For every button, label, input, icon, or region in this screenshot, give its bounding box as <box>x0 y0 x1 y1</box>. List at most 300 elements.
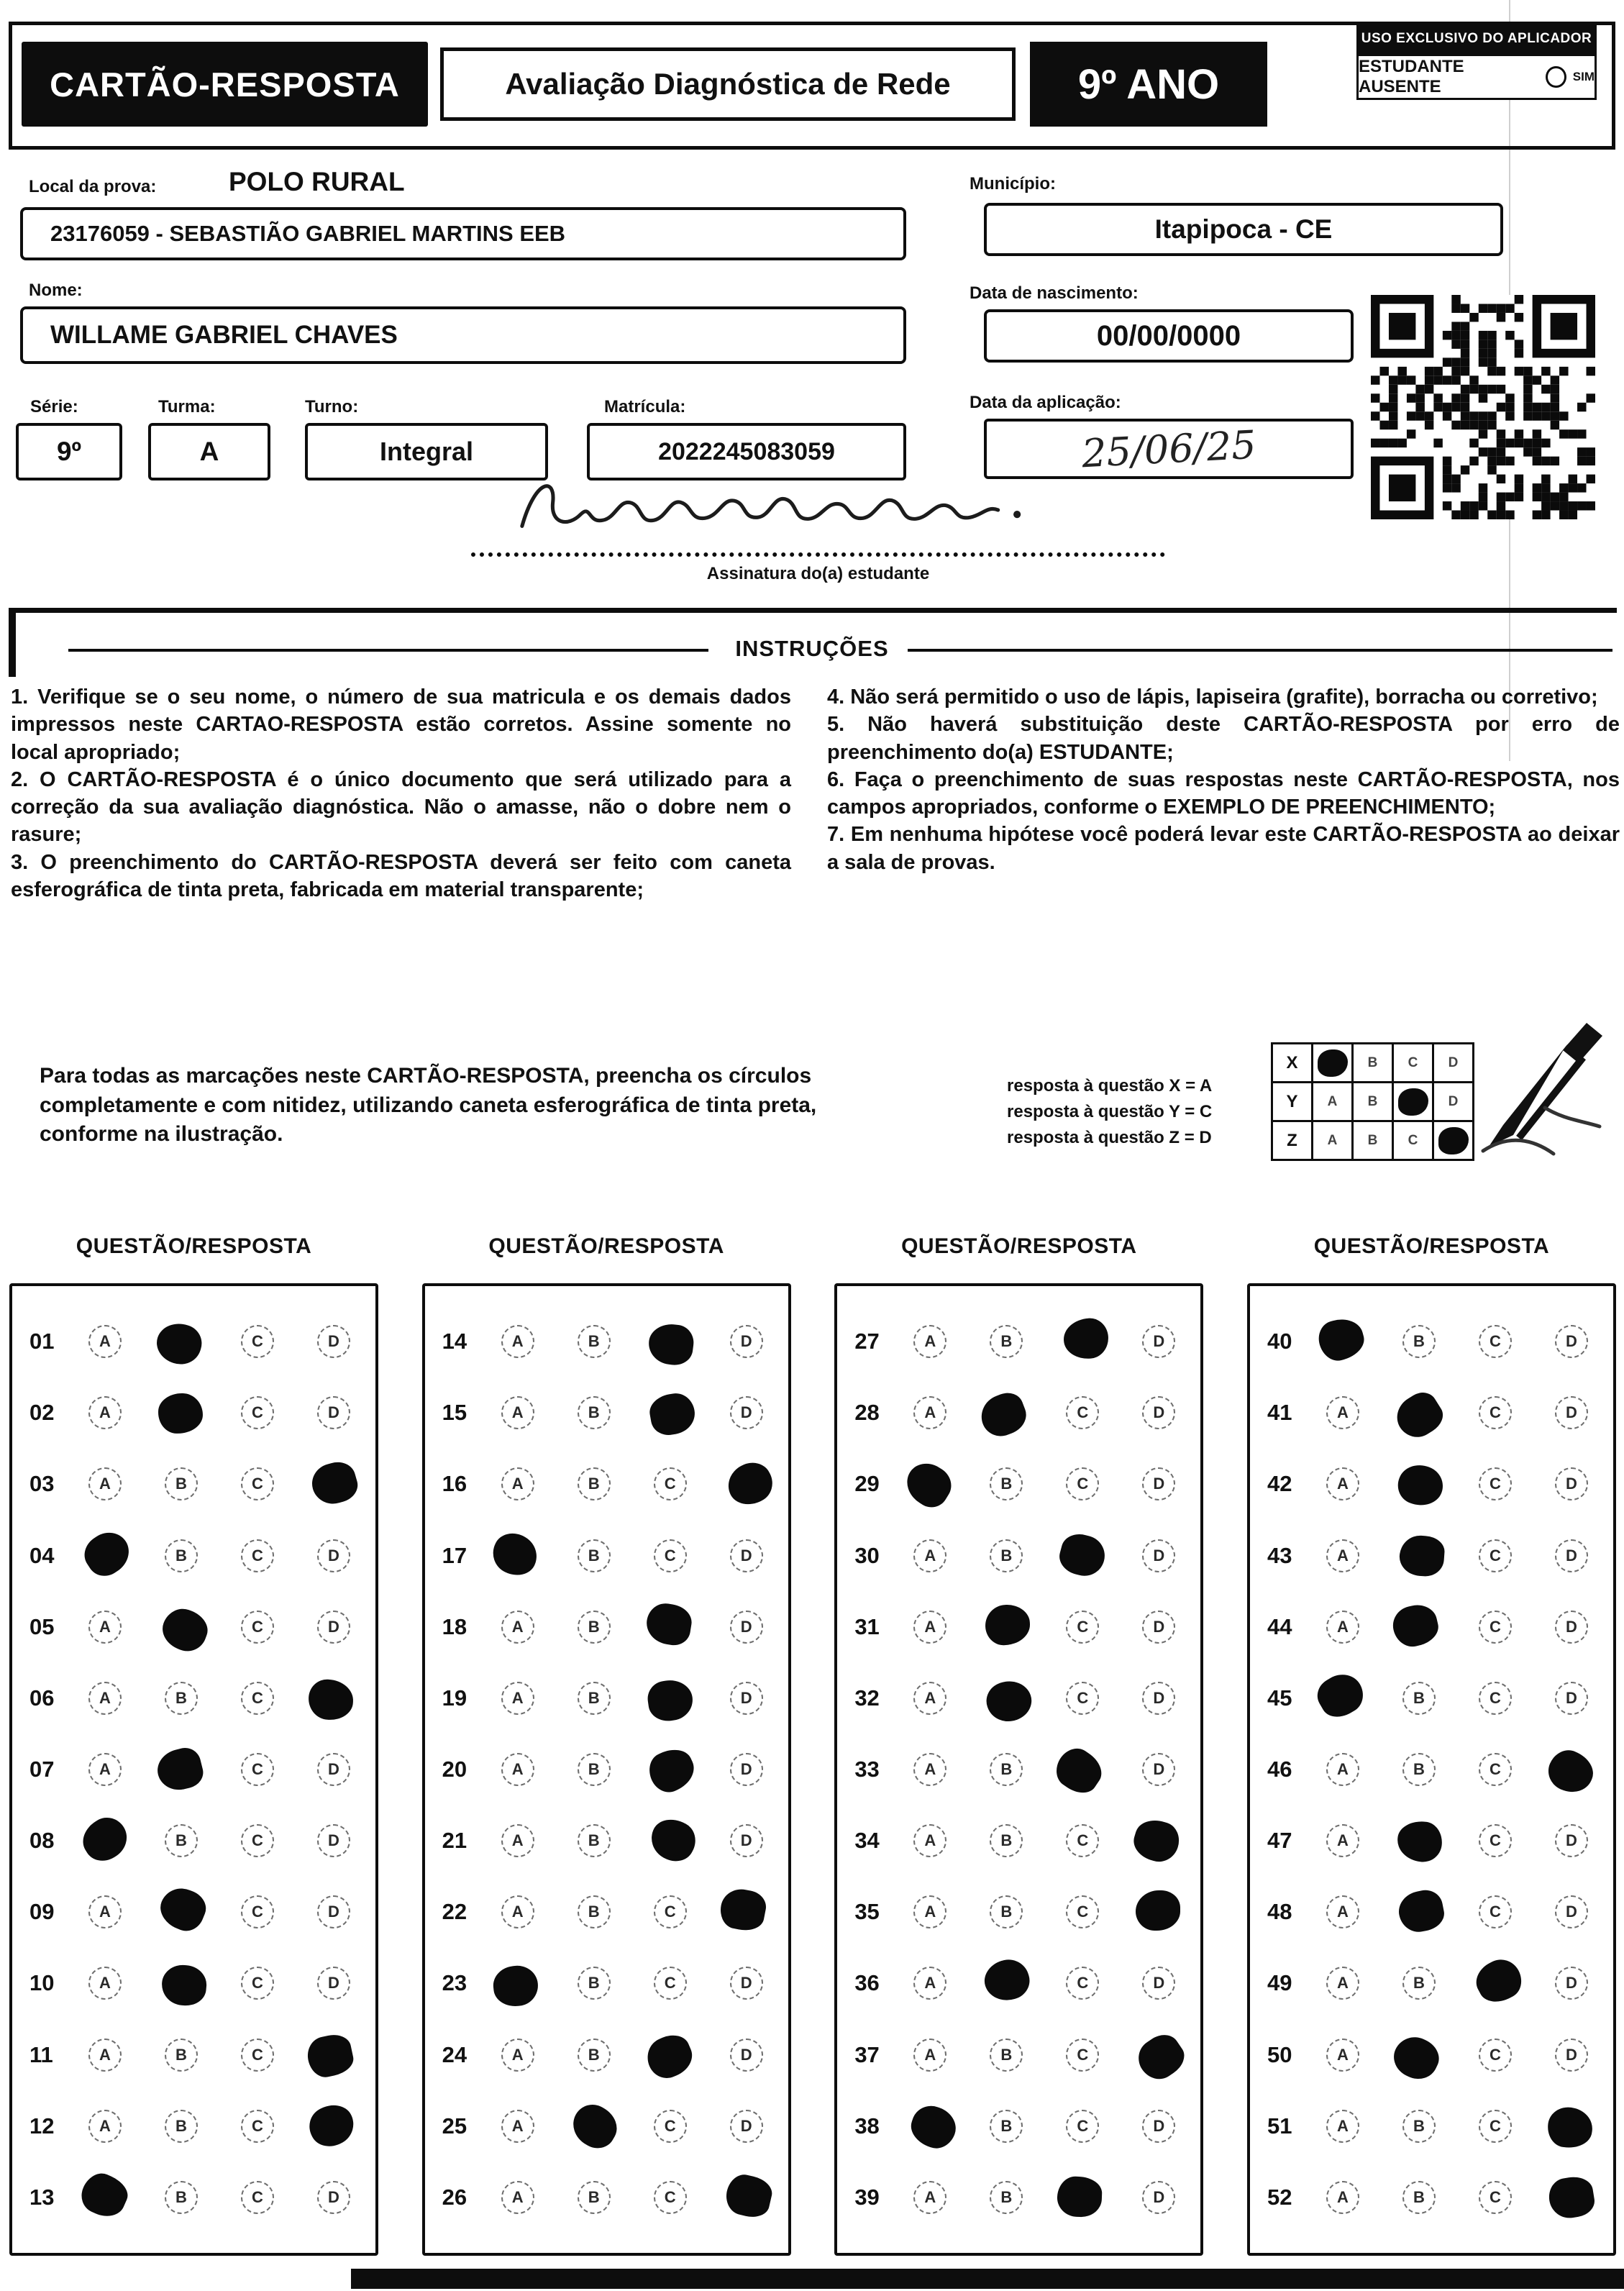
answer-slot <box>1533 2177 1610 2218</box>
answer-slot <box>1533 1539 1610 1572</box>
question-number: 02 <box>29 1400 55 1426</box>
answer-bubble[interactable]: D <box>1555 1824 1588 1857</box>
answer-bubble-filled[interactable] <box>1136 1890 1180 1931</box>
answer-bubble[interactable]: D <box>1142 1967 1175 2000</box>
answer-slot <box>1457 1611 1533 1644</box>
answer-slot <box>1121 1967 1197 2000</box>
question-row <box>12 1321 375 1362</box>
answer-bubble[interactable]: A <box>501 2181 534 2214</box>
answer-bubble[interactable]: D <box>317 1967 350 2000</box>
answer-bubble-filled[interactable] <box>308 1678 355 1721</box>
answer-slot <box>632 1895 708 1928</box>
answer-bubble-filled[interactable] <box>1056 1529 1109 1580</box>
answer-bubble[interactable]: C <box>1479 1895 1512 1928</box>
question-number: 45 <box>1267 1685 1292 1711</box>
answer-bubble[interactable]: B <box>578 1824 611 1857</box>
question-number: 31 <box>854 1613 880 1639</box>
answer-bubble[interactable]: D <box>1142 1611 1175 1644</box>
answer-slot <box>892 1539 968 1572</box>
answer-bubble[interactable]: D <box>730 2110 763 2143</box>
question-row <box>425 1892 788 1932</box>
answer-bubble[interactable]: D <box>730 1396 763 1429</box>
answer-bubble[interactable]: A <box>1326 1396 1359 1429</box>
answer-bubble[interactable]: C <box>1479 2181 1512 2214</box>
answer-bubble[interactable]: C <box>1066 1824 1099 1857</box>
answer-bubble[interactable]: B <box>1402 2110 1436 2143</box>
answer-bubble[interactable]: D <box>317 1753 350 1786</box>
answer-bubble-filled[interactable] <box>158 1393 204 1434</box>
answer-bubble[interactable]: D <box>1555 1396 1588 1429</box>
answer-bubble[interactable]: C <box>1066 1611 1099 1644</box>
answer-bubble[interactable]: D <box>730 1325 763 1358</box>
answer-bubble-filled[interactable] <box>1389 1600 1441 1650</box>
answer-bubble[interactable]: B <box>990 2110 1023 2143</box>
answer-bubble[interactable]: B <box>165 1682 198 1715</box>
answer-slot <box>892 2039 968 2072</box>
answer-bubble-filled[interactable] <box>1390 1387 1449 1444</box>
nome-field: WILLAME GABRIEL CHAVES <box>20 306 906 364</box>
answer-bubble-filled[interactable] <box>717 1886 769 1934</box>
answer-bubble-filled[interactable] <box>486 1526 544 1582</box>
answer-bubble[interactable]: D <box>1555 1895 1588 1928</box>
answer-bubble[interactable]: A <box>88 1967 122 2000</box>
answer-bubble[interactable]: A <box>913 2039 946 2072</box>
answer-bubble[interactable]: A <box>1326 2181 1359 2214</box>
example-row <box>1273 1083 1474 1122</box>
answer-bubble[interactable]: A <box>88 1895 122 1928</box>
answer-slot <box>968 1607 1044 1647</box>
answer-bubble[interactable]: B <box>578 1611 611 1644</box>
bottom-edge-bar <box>351 2269 1624 2289</box>
answer-bubble[interactable]: A <box>501 1895 534 1928</box>
question-number: 49 <box>1267 1970 1292 1996</box>
municipio-field: Itapipoca - CE <box>984 203 1503 256</box>
answer-column-header: QUESTÃO/RESPOSTA <box>488 1234 724 1258</box>
answer-bubble[interactable]: D <box>1142 2110 1175 2143</box>
answer-bubble-filled[interactable] <box>982 1675 1037 1727</box>
data-aplicacao-label: Data da aplicação: <box>970 393 1121 412</box>
answer-bubble[interactable]: A <box>88 1467 122 1500</box>
answer-bubble-filled[interactable] <box>906 2100 962 2153</box>
answer-slot <box>1305 1321 1381 1362</box>
answer-bubble[interactable]: A <box>913 1967 946 2000</box>
answer-bubble-filled[interactable] <box>641 2029 698 2084</box>
answer-bubble-filled[interactable] <box>152 1318 206 1370</box>
answer-bubble[interactable]: B <box>990 1325 1023 1358</box>
serie-field: 9º <box>16 423 122 480</box>
answer-slot <box>480 1824 556 1857</box>
answer-bubble[interactable]: C <box>1479 1682 1512 1715</box>
answer-bubble[interactable]: A <box>88 2110 122 2143</box>
answer-bubble[interactable]: C <box>241 1753 274 1786</box>
answer-bubble-filled[interactable] <box>646 1322 695 1367</box>
answer-bubble-filled[interactable] <box>1311 1667 1370 1723</box>
answer-bubble[interactable]: C <box>1479 1611 1512 1644</box>
answer-bubble[interactable]: C <box>241 1682 274 1715</box>
answer-bubble[interactable]: D <box>317 1611 350 1644</box>
question-row <box>1250 1321 1613 1362</box>
answer-bubble[interactable]: D <box>317 1824 350 1857</box>
answer-bubble-filled[interactable] <box>1062 1317 1110 1360</box>
answer-bubble[interactable]: D <box>730 2039 763 2072</box>
question-row <box>1250 1678 1613 1718</box>
answer-bubble-filled[interactable] <box>899 1456 958 1513</box>
answer-bubble-filled[interactable] <box>1392 1459 1449 1512</box>
answer-bubble[interactable]: A <box>501 1467 534 1500</box>
instruction-item: 3. O preenchimento do CARTÃO-RESPOSTA deverá ser feito com caneta esferográfica de tinta preta, fabricada em material transparente; <box>11 850 791 901</box>
question-number: 34 <box>854 1828 880 1854</box>
answer-slot <box>1305 1824 1381 1857</box>
answer-bubble[interactable]: C <box>1479 1325 1512 1358</box>
local-prova-label: Local da prova: <box>29 177 157 196</box>
answer-bubble-filled[interactable] <box>1315 1314 1368 1365</box>
answer-bubble-filled[interactable] <box>565 2098 624 2154</box>
answer-slot <box>1457 1895 1533 1928</box>
answer-bubble-filled[interactable] <box>1387 2030 1445 2085</box>
question-number: 13 <box>29 2184 55 2210</box>
absent-option-label: SIM <box>1572 70 1595 83</box>
grade-badge: 9º ANO <box>1030 42 1267 127</box>
answer-bubble[interactable]: C <box>241 2181 274 2214</box>
answer-bubble-filled[interactable] <box>1398 1534 1446 1577</box>
answer-slot <box>480 2181 556 2214</box>
answer-bubble[interactable]: A <box>1326 2110 1359 2143</box>
answer-bubble-filled[interactable] <box>645 1677 695 1723</box>
question-row <box>12 1536 375 1576</box>
answer-bubble[interactable]: A <box>501 2110 534 2143</box>
answer-bubble[interactable]: A <box>88 1682 122 1715</box>
answer-slot <box>1305 1611 1381 1644</box>
answer-slot <box>143 1607 219 1647</box>
answer-bubble[interactable]: D <box>317 1895 350 1928</box>
answer-bubble[interactable]: A <box>501 2039 534 2072</box>
answer-bubble[interactable]: D <box>730 1824 763 1857</box>
answer-sheet <box>9 1234 1616 2256</box>
answer-column <box>9 1234 378 2256</box>
answer-bubble[interactable]: D <box>1142 1467 1175 1500</box>
answer-bubble[interactable]: C <box>241 1611 274 1644</box>
answer-bubble[interactable]: B <box>990 1467 1023 1500</box>
answer-bubble[interactable]: B <box>1402 1967 1436 2000</box>
answer-bubble[interactable]: B <box>165 2181 198 2214</box>
answer-bubble[interactable]: C <box>1479 2039 1512 2072</box>
answer-bubble[interactable]: B <box>990 2181 1023 2214</box>
answer-bubble-filled[interactable] <box>1542 1744 1599 1799</box>
answer-bubble-filled[interactable] <box>160 1964 209 2008</box>
answer-slot <box>296 1396 372 1429</box>
example-option-letter: A <box>1327 1132 1338 1148</box>
answer-slot <box>1305 2181 1381 2214</box>
answer-bubble-filled[interactable] <box>78 1524 137 1582</box>
answer-slot <box>892 1682 968 1715</box>
answer-bubble[interactable]: B <box>578 1967 611 2000</box>
answer-bubble[interactable]: C <box>1066 2110 1099 2143</box>
answer-bubble-filled[interactable] <box>155 1882 211 1936</box>
answer-bubble[interactable]: A <box>501 1753 534 1786</box>
example-cell <box>1311 1120 1354 1161</box>
answer-bubble[interactable]: A <box>1326 1895 1359 1928</box>
answer-bubble[interactable]: A <box>501 1824 534 1857</box>
signature-label: Assinatura do(a) estudante <box>706 564 930 583</box>
answer-bubble[interactable]: A <box>913 1682 946 1715</box>
matricula-field: 2022245083059 <box>587 423 906 480</box>
answer-slot <box>1533 1467 1610 1500</box>
answer-bubble-filled[interactable] <box>491 1964 540 2008</box>
answer-bubble[interactable]: A <box>1326 1467 1359 1500</box>
serie-label: Série: <box>30 397 78 416</box>
answer-bubble[interactable]: C <box>654 1967 687 2000</box>
absent-checkbox-circle[interactable] <box>1546 66 1566 88</box>
answer-bubble[interactable]: A <box>913 1611 946 1644</box>
answer-bubble-filled[interactable] <box>304 2031 356 2080</box>
answer-bubble-filled[interactable] <box>644 1812 702 1869</box>
answer-bubble[interactable]: A <box>1326 2039 1359 2072</box>
answer-bubble[interactable]: D <box>1555 1325 1588 1358</box>
answer-bubble[interactable]: A <box>913 1753 946 1786</box>
instruction-item: 6. Faça o preenchimento de suas respostas neste CARTÃO-RESPOSTA, nos campos apropriados, conforme o EXEMPLO DE PREENCHIMENTO; <box>827 768 1620 819</box>
answer-bubble[interactable]: C <box>654 2110 687 2143</box>
answer-bubble-filled[interactable] <box>721 1456 779 1512</box>
question-number: 28 <box>854 1400 880 1426</box>
answer-bubble[interactable]: B <box>578 1396 611 1429</box>
answer-bubble[interactable]: D <box>730 1611 763 1644</box>
answer-bubble[interactable]: A <box>501 1611 534 1644</box>
answer-bubble[interactable]: A <box>1326 1824 1359 1857</box>
answer-slot <box>1305 2110 1381 2143</box>
answer-bubble-filled[interactable] <box>1469 1953 1528 2010</box>
answer-bubble[interactable]: D <box>730 1539 763 1572</box>
answer-bubble[interactable]: D <box>1555 1539 1588 1572</box>
question-row <box>837 1536 1200 1576</box>
answer-bubble[interactable]: B <box>578 1753 611 1786</box>
answer-bubble[interactable]: C <box>241 1895 274 1928</box>
answer-slot <box>1533 1967 1610 2000</box>
answer-bubble[interactable]: B <box>1402 1325 1436 1358</box>
question-row <box>1250 1963 1613 2003</box>
answer-bubble-filled[interactable] <box>722 2172 775 2221</box>
answer-bubble-filled[interactable] <box>1129 1815 1184 1867</box>
answer-slot <box>708 1396 785 1429</box>
answer-bubble[interactable]: A <box>913 1539 946 1572</box>
answer-bubble[interactable]: D <box>1555 1611 1588 1644</box>
answer-slot <box>67 2039 143 2072</box>
answer-bubble[interactable]: B <box>165 2110 198 2143</box>
answer-bubble-filled[interactable] <box>643 1743 701 1798</box>
answer-bubble[interactable]: A <box>501 1396 534 1429</box>
answer-bubble[interactable]: D <box>1555 1967 1588 2000</box>
answer-bubble[interactable]: B <box>990 1895 1023 1928</box>
answer-slot <box>480 2039 556 2072</box>
answer-bubble[interactable]: D <box>1555 2039 1588 2072</box>
answer-bubble-filled[interactable] <box>307 1458 361 1509</box>
answer-bubble[interactable]: D <box>1555 1682 1588 1715</box>
turno-field: Integral <box>305 423 548 480</box>
answer-bubble[interactable]: D <box>317 2181 350 2214</box>
answer-bubble[interactable]: A <box>1326 1539 1359 1572</box>
answer-slot <box>296 1678 372 1718</box>
answer-bubble[interactable]: B <box>578 1325 611 1358</box>
answer-bubble[interactable]: A <box>88 1611 122 1644</box>
answer-bubble[interactable]: A <box>88 1325 122 1358</box>
answer-bubble[interactable]: B <box>1402 1753 1436 1786</box>
answer-bubble[interactable]: B <box>1402 1682 1436 1715</box>
answer-bubble-filled[interactable] <box>1049 1741 1109 1800</box>
answer-bubble-filled[interactable] <box>1057 2176 1103 2218</box>
answer-bubble[interactable]: C <box>654 1539 687 1572</box>
example-cell <box>1311 1042 1354 1083</box>
answer-bubble[interactable]: D <box>1142 1753 1175 1786</box>
answer-bubble-filled[interactable] <box>302 2097 360 2154</box>
answer-bubble[interactable]: B <box>990 1539 1023 1572</box>
answer-bubble[interactable]: B <box>165 1467 198 1500</box>
answer-bubble[interactable]: A <box>913 1325 946 1358</box>
answer-bubble[interactable]: C <box>241 1539 274 1572</box>
answer-bubble[interactable]: D <box>730 1967 763 2000</box>
answer-bubble[interactable]: C <box>654 2181 687 2214</box>
answer-bubble[interactable]: B <box>578 1467 611 1500</box>
answer-bubble-filled[interactable] <box>985 1604 1031 1646</box>
answer-bubble-filled[interactable] <box>76 2168 132 2223</box>
answer-slot <box>1044 1321 1121 1362</box>
answer-bubble-filled[interactable] <box>644 1600 694 1647</box>
example-option-letter: B <box>1367 1132 1378 1148</box>
answer-bubble-filled[interactable] <box>153 1744 206 1794</box>
answer-bubble[interactable]: C <box>1479 2110 1512 2143</box>
answer-bubble[interactable]: B <box>578 2039 611 2072</box>
answer-bubble-filled[interactable] <box>1545 2105 1595 2151</box>
answer-bubble[interactable]: A <box>913 1824 946 1857</box>
answer-bubble[interactable]: A <box>1326 1753 1359 1786</box>
answer-slot <box>219 1753 296 1786</box>
instruction-item: 5. Não haverá substituição deste CARTÃO-RESPOSTA por erro de preenchimento do(a) ESTUDANTE; <box>827 713 1620 764</box>
question-number: 09 <box>29 1899 55 1925</box>
answer-bubble[interactable]: D <box>1142 1396 1175 1429</box>
answer-bubble-filled[interactable] <box>1395 1819 1444 1864</box>
answer-bubble[interactable]: B <box>990 1824 1023 1857</box>
answer-bubble[interactable]: C <box>1066 1895 1099 1928</box>
answer-bubble[interactable]: A <box>88 2039 122 2072</box>
answer-bubble[interactable]: C <box>1479 1396 1512 1429</box>
answer-bubble-filled[interactable] <box>1131 2028 1191 2086</box>
answer-bubble[interactable]: B <box>165 1539 198 1572</box>
answer-bubble[interactable]: D <box>317 1396 350 1429</box>
question-row <box>12 2177 375 2218</box>
answer-bubble[interactable]: C <box>1479 1467 1512 1500</box>
answer-bubble[interactable]: A <box>501 1682 534 1715</box>
question-row <box>837 2177 1200 2218</box>
answer-bubble[interactable]: C <box>241 1967 274 2000</box>
example-cell <box>1351 1120 1394 1161</box>
answer-bubble[interactable]: D <box>1142 1682 1175 1715</box>
answer-slot <box>892 2106 968 2146</box>
question-number: 05 <box>29 1613 55 1639</box>
answer-slot <box>708 1611 785 1644</box>
answer-bubble[interactable]: D <box>317 1539 350 1572</box>
answer-slot <box>632 2110 708 2143</box>
answer-slot <box>296 1753 372 1786</box>
answer-bubble-filled[interactable] <box>1546 2174 1597 2221</box>
answer-bubble[interactable]: C <box>1066 1396 1099 1429</box>
answer-bubble[interactable]: B <box>578 1895 611 1928</box>
answer-bubble[interactable]: A <box>913 2181 946 2214</box>
answer-bubble[interactable]: C <box>1066 1967 1099 2000</box>
answer-bubble[interactable]: B <box>990 2039 1023 2072</box>
answer-bubble[interactable]: B <box>578 1539 611 1572</box>
answer-bubble[interactable]: D <box>1142 2181 1175 2214</box>
answer-bubble[interactable]: D <box>1142 1325 1175 1358</box>
answer-bubble[interactable]: C <box>241 1467 274 1500</box>
answer-slot <box>1044 1895 1121 1928</box>
answer-bubble[interactable]: C <box>654 1895 687 1928</box>
answer-bubble-filled[interactable] <box>1395 1887 1447 1936</box>
question-row <box>425 1678 788 1718</box>
answer-slot <box>296 1539 372 1572</box>
answer-slot <box>1381 1393 1457 1433</box>
answer-slot <box>296 2035 372 2075</box>
answer-bubble-filled[interactable] <box>157 1603 212 1657</box>
answer-bubble[interactable]: B <box>1402 2181 1436 2214</box>
answer-slot <box>968 1678 1044 1718</box>
answer-bubble[interactable]: D <box>730 1753 763 1786</box>
answer-slot <box>1457 1753 1533 1786</box>
answer-slot <box>1381 1892 1457 1932</box>
answer-bubble[interactable]: C <box>1066 1682 1099 1715</box>
answer-slot <box>1121 1467 1197 1500</box>
answer-bubble[interactable]: A <box>1326 1611 1359 1644</box>
answer-bubble[interactable]: B <box>578 1682 611 1715</box>
answer-bubble[interactable]: D <box>730 1682 763 1715</box>
answer-bubble[interactable]: B <box>165 2039 198 2072</box>
answer-bubble[interactable]: C <box>654 1467 687 1500</box>
answer-bubble[interactable]: C <box>241 2110 274 2143</box>
answer-bubble[interactable]: B <box>165 1824 198 1857</box>
answer-bubble[interactable]: A <box>1326 1967 1359 2000</box>
answer-bubble[interactable]: A <box>88 1753 122 1786</box>
answer-slot <box>219 1611 296 1644</box>
answer-bubble[interactable]: B <box>990 1753 1023 1786</box>
answer-bubble[interactable]: C <box>1479 1539 1512 1572</box>
answer-slot <box>143 2181 219 2214</box>
answer-bubble[interactable]: D <box>1142 1539 1175 1572</box>
answer-bubble[interactable]: C <box>241 1396 274 1429</box>
answer-bubble[interactable]: C <box>1066 2039 1099 2072</box>
answer-bubble[interactable]: D <box>1555 1467 1588 1500</box>
question-number: 16 <box>442 1471 467 1497</box>
answer-bubble[interactable]: B <box>578 2181 611 2214</box>
answer-bubble-filled[interactable] <box>76 1811 134 1868</box>
instructions-left-column <box>11 683 791 903</box>
answer-bubble[interactable]: C <box>241 1325 274 1358</box>
answer-bubble[interactable]: C <box>241 2039 274 2072</box>
answer-slot <box>632 1607 708 1647</box>
answer-bubble[interactable]: A <box>501 1325 534 1358</box>
question-row <box>12 1607 375 1647</box>
answer-bubble[interactable]: C <box>1479 1824 1512 1857</box>
example-key-line: resposta à questão Y = C <box>1007 1102 1213 1121</box>
answer-slot <box>556 2106 632 2146</box>
answer-bubble[interactable]: D <box>317 1325 350 1358</box>
answer-bubble-filled[interactable] <box>975 1388 1031 1441</box>
answer-bubble[interactable]: A <box>913 1895 946 1928</box>
answer-bubble[interactable]: A <box>88 1396 122 1429</box>
answer-slot <box>480 1611 556 1644</box>
answer-bubble[interactable]: A <box>913 1396 946 1429</box>
answer-bubble-filled[interactable] <box>647 1390 698 1438</box>
answer-bubble[interactable]: C <box>241 1824 274 1857</box>
answer-bubble-filled[interactable] <box>980 1955 1034 2007</box>
answer-bubble[interactable]: C <box>1066 1467 1099 1500</box>
answer-bubble[interactable]: C <box>1479 1753 1512 1786</box>
